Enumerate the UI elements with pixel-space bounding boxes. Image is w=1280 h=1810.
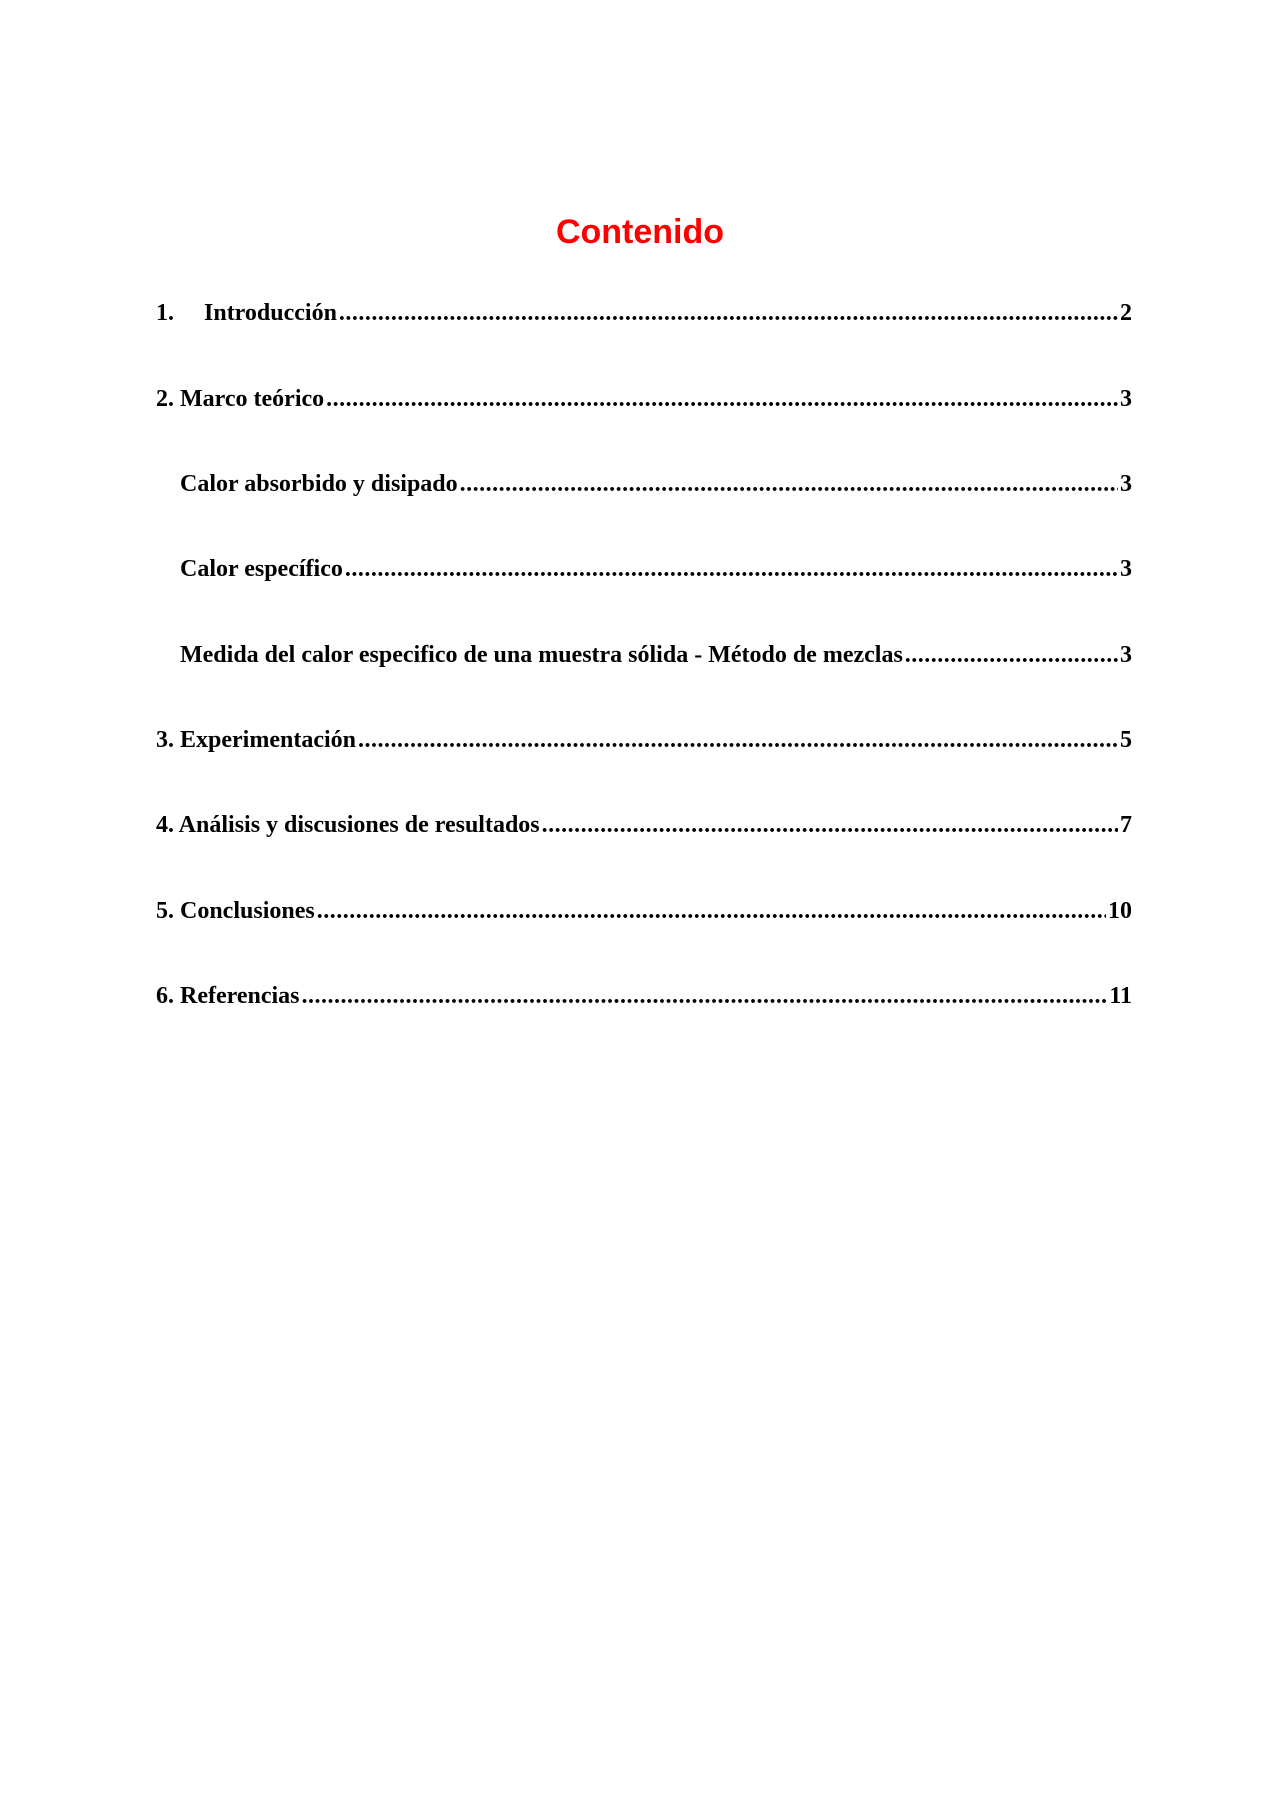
toc-entry-page: 3 bbox=[1120, 386, 1132, 412]
dot-leader bbox=[317, 896, 1106, 926]
toc-title: Contenido bbox=[555, 213, 725, 251]
toc-entry-introduccion[interactable] bbox=[156, 296, 1132, 328]
dot-leader bbox=[542, 810, 1118, 840]
toc-entry-label: 6. Referencias bbox=[156, 983, 300, 1009]
toc-entry-label: Calor absorbido y disipado bbox=[180, 471, 458, 497]
toc-entry-page: 5 bbox=[1120, 727, 1132, 753]
toc-entry-calor-especifico[interactable] bbox=[180, 552, 1132, 584]
toc-entry-page: 7 bbox=[1120, 812, 1132, 838]
dot-leader bbox=[345, 554, 1118, 584]
dot-leader bbox=[358, 725, 1118, 755]
toc-entry-label: Medida del calor especifico de una muestra sólida - Método de mezclas bbox=[180, 642, 903, 668]
dot-leader bbox=[326, 384, 1118, 414]
dot-leader bbox=[460, 469, 1118, 499]
toc-entry-page: 3 bbox=[1120, 556, 1132, 582]
toc-entry-page: 3 bbox=[1120, 471, 1132, 497]
dot-leader bbox=[905, 640, 1118, 670]
toc-entry-experimentacion[interactable] bbox=[156, 723, 1132, 755]
toc-entry-analisis[interactable] bbox=[156, 808, 1132, 840]
toc-entry-page: 10 bbox=[1108, 898, 1132, 924]
toc-entry-label: 2. Marco teórico bbox=[156, 386, 325, 412]
toc-entry-label: Calor específico bbox=[180, 556, 343, 582]
toc-entry-page: 2 bbox=[1120, 300, 1132, 326]
toc-entry-label: 3. Experimentación bbox=[156, 727, 356, 753]
toc-entry-number: 1. bbox=[156, 300, 174, 326]
toc-entry-metodo-mezclas[interactable] bbox=[180, 638, 1132, 670]
dot-leader bbox=[339, 298, 1118, 328]
toc-entry-page: 11 bbox=[1109, 983, 1132, 1009]
toc-entry-page: 3 bbox=[1120, 642, 1132, 668]
toc-entry-marco-teorico[interactable] bbox=[156, 382, 1132, 414]
toc-entry-referencias[interactable] bbox=[156, 979, 1132, 1011]
toc-entry-label: Introducción bbox=[204, 300, 337, 326]
toc-entry-label: 5. Conclusiones bbox=[156, 898, 315, 924]
toc-entry-label: 4. Análisis y discusiones de resultados bbox=[156, 812, 540, 838]
toc-entry-conclusiones[interactable] bbox=[156, 894, 1132, 926]
dot-leader bbox=[302, 981, 1108, 1011]
toc-entry-calor-absorbido[interactable] bbox=[180, 467, 1132, 499]
